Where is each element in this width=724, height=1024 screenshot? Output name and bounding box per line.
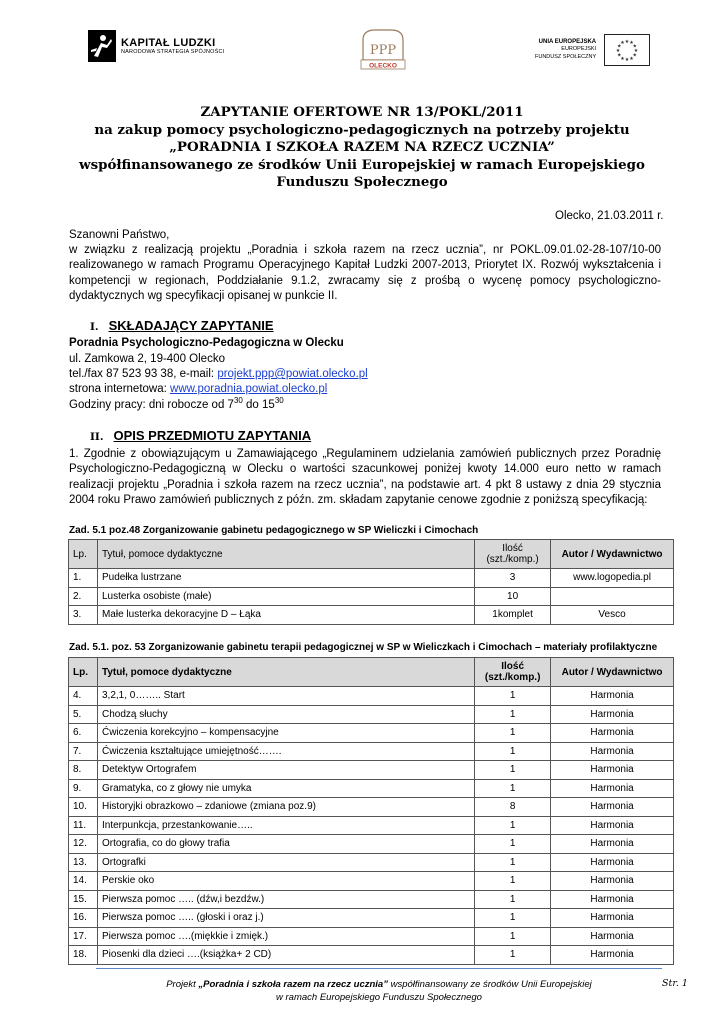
cell-qty: 1 — [475, 816, 551, 835]
cell-qty: 1 — [475, 927, 551, 946]
cell-author: Harmonia — [551, 724, 674, 743]
table-2-row — [69, 724, 674, 743]
website-label: strona internetowa: — [69, 383, 171, 395]
eu-star-icon: ★ — [620, 40, 625, 47]
page-number: Str. 1 — [662, 978, 688, 989]
cell-title: Ćwiczenia kształtujące umiejętność……. — [97, 742, 474, 761]
cell-title: Ćwiczenia korekcyjno – kompensacyjne — [97, 724, 474, 743]
cell-title: Ortografki — [97, 853, 474, 872]
cell-qty: 1 — [475, 872, 551, 891]
cell-qty: 1 — [475, 705, 551, 724]
ppp-letters: PPP — [369, 43, 397, 58]
cell-lp: 3. — [69, 606, 98, 625]
cell-lp: 4. — [69, 687, 98, 706]
eu-line2: EUROPEJSKI — [561, 46, 597, 53]
table-2-row — [69, 946, 674, 965]
ppp-city: OLECKO — [369, 62, 397, 70]
section-2-heading — [90, 428, 311, 443]
table-2-row — [69, 909, 674, 928]
eu-flag-icon — [604, 34, 650, 66]
greeting: Szanowni Państwo, — [69, 229, 170, 241]
header-title: Tytuł, pomoce dydaktyczne — [97, 540, 474, 569]
cell-title: Ortografia, co do głowy trafia — [97, 835, 474, 854]
cell-title: Lusterka osobiste (małe) — [97, 587, 474, 606]
eu-star-icon: ★ — [633, 48, 639, 54]
header-qty: Ilość (szt./komp.) — [475, 658, 551, 687]
eu-star-icon: ★ — [629, 40, 634, 47]
hours-to-sup: 30 — [274, 396, 284, 406]
eu-line1: UNIA EUROPEJSKA — [538, 38, 597, 45]
document-title — [40, 104, 684, 192]
cell-qty: 1 — [475, 761, 551, 780]
table-1-header-row — [69, 540, 674, 569]
section-2-number: II. — [90, 431, 104, 443]
contact-label: tel./fax 87 523 93 38, e-mail: — [69, 368, 218, 380]
cell-author: Harmonia — [551, 872, 674, 891]
cell-lp: 8. — [69, 761, 98, 780]
table-1 — [68, 539, 674, 625]
eu-star-icon: ★ — [624, 57, 630, 63]
title-line-2: na zakup pomocy psychologiczno-pedagogicznych na potrzeby projektu — [94, 121, 630, 138]
eu-logo — [535, 34, 650, 66]
table-2-row — [69, 687, 674, 706]
cell-title: Małe lusterka dekoracyjne D – Łąka — [97, 606, 474, 625]
table-2 — [68, 657, 674, 965]
cell-lp: 12. — [69, 835, 98, 854]
cell-lp: 18. — [69, 946, 98, 965]
table-2-caption: Zad. 5.1. poz. 53 Zorganizowanie gabinetu terapii pedagogicznej w SP w Wieliczkach i Cimochach – materiały profilaktyczne — [69, 642, 658, 653]
table-1-row — [69, 569, 674, 588]
cell-author: Harmonia — [551, 705, 674, 724]
cell-qty: 8 — [475, 798, 551, 817]
cell-title: Chodzą słuchy — [97, 705, 474, 724]
cell-author: Harmonia — [551, 798, 674, 817]
cell-qty: 1 — [475, 890, 551, 909]
table-2-row — [69, 742, 674, 761]
header-lp: Lp. — [69, 658, 98, 687]
cell-lp: 7. — [69, 742, 98, 761]
table-2-row — [69, 927, 674, 946]
cell-qty: 1 — [475, 909, 551, 928]
table-1-row — [69, 606, 674, 625]
ppp-olecko-logo — [357, 26, 409, 72]
cell-author — [551, 587, 674, 606]
cell-lp: 16. — [69, 909, 98, 928]
cell-qty: 10 — [475, 587, 551, 606]
section-1-heading — [90, 318, 274, 333]
cell-title: Interpunkcja, przestankowanie….. — [97, 816, 474, 835]
cell-qty: 1 — [475, 946, 551, 965]
cell-lp: 13. — [69, 853, 98, 872]
cell-author: Harmonia — [551, 890, 674, 909]
cell-lp: 17. — [69, 927, 98, 946]
hours-from-sup: 30 — [233, 396, 243, 406]
cell-title: Piosenki dla dzieci ….(książka+ 2 CD) — [97, 946, 474, 965]
cell-author: Harmonia — [551, 779, 674, 798]
cell-lp: 2. — [69, 587, 98, 606]
hours-mid: do 15 — [242, 399, 275, 411]
table-2-row — [69, 705, 674, 724]
cell-author: Vesco — [551, 606, 674, 625]
cell-author: www.logopedia.pl — [551, 569, 674, 588]
header-title: Tytuł, pomoce dydaktyczne — [97, 658, 474, 687]
header-author: Autor / Wydawnictwo — [551, 540, 674, 569]
cell-lp: 11. — [69, 816, 98, 835]
hours-prefix: Godziny pracy: dni robocze od 7 — [69, 399, 234, 411]
footer-prefix: Projekt — [166, 979, 199, 990]
cell-author: Harmonia — [551, 835, 674, 854]
intro-paragraph: w związku z realizacją projektu „Poradnia i szkoła razem na rzecz ucznia”, nr POKL.09.01.02-28-107/10-00 realizowanego w ramach Programu Operacyjnego Kapitał Ludzki 2007-2013, Priorytet IX. Rozwój wykształcenia i kompetencji w regionach, Poddziałanie 9.1.2, zwracamy się z prośbą o wycenę pomocy psychologiczno-dydaktycznych wg specyfikacji opisanej w punkcie II. — [69, 244, 661, 302]
kapital-ludzki-title: KAPITAŁ LUDZKI — [121, 37, 216, 49]
table-2-row — [69, 798, 674, 817]
cell-author: Harmonia — [551, 927, 674, 946]
office-hours — [69, 398, 661, 413]
section-2-text: 1. Zgodnie z obowiązującym u Zamawiającego „Regulaminem udzielania zamówień publicznych przez Poradnię Psychologiczno-Pedagogiczną w Olecku o wartości szacunkowej poniżej kwoty 14.000 euro netto w ramach realizacji projektu „Poradnia i szkoła razem na rzecz ucznia”, na podstawie art. 4 pkt 8 ustawy z dnia 29 stycznia 2004 roku Prawo zamówień publicznych z późn. zm. składam zapytanie cenowe zgodnie z poniższą specyfikacją: — [69, 448, 661, 506]
cell-author: Harmonia — [551, 742, 674, 761]
cell-author: Harmonia — [551, 816, 674, 835]
eu-star-icon: ★ — [632, 43, 638, 50]
cell-author: Harmonia — [551, 853, 674, 872]
table-2-row — [69, 779, 674, 798]
cell-title: Pierwsza pomoc ….(miękkie i zmięk.) — [97, 927, 474, 946]
title-line-3: „PORADNIA I SZKOŁA RAZEM NA RZECZ UCZNIA” — [169, 139, 555, 156]
cell-title: Perskie oko — [97, 872, 474, 891]
title-line-4: współfinansowanego ze środków Unii Europejskiej w ramach Europejskiego — [79, 156, 645, 173]
title-line-1: ZAPYTANIE OFERTOWE NR 13/POKL/2011 — [200, 104, 524, 120]
email-link[interactable]: projekt.ppp@powiat.olecko.pl — [217, 368, 368, 380]
header-qty: Ilość (szt./komp.) — [475, 540, 551, 569]
table-2-header-row — [69, 658, 674, 687]
section-1-number: I. — [90, 321, 99, 333]
org-name: Poradnia Psychologiczno-Pedagogiczna w Olecku — [69, 337, 344, 349]
header — [0, 20, 724, 80]
cell-qty: 1 — [475, 835, 551, 854]
table-2-row — [69, 816, 674, 835]
cell-lp: 9. — [69, 779, 98, 798]
eu-star-icon: ★ — [624, 39, 630, 45]
cell-author: Harmonia — [551, 946, 674, 965]
eu-line3: FUNDUSZ SPOŁECZNY — [535, 53, 597, 60]
footer-line-2: w ramach Europejskiego Funduszu Społecznego — [276, 992, 482, 1003]
cell-title: Pudełka lustrzane — [97, 569, 474, 588]
cell-qty: 1 — [475, 687, 551, 706]
table-2-row — [69, 890, 674, 909]
cell-lp: 6. — [69, 724, 98, 743]
cell-author: Harmonia — [551, 909, 674, 928]
eu-star-icon: ★ — [615, 48, 621, 54]
table-2-row — [69, 853, 674, 872]
eu-star-icon: ★ — [629, 55, 634, 62]
cell-title: Pierwsza pomoc ….. (głoski i oraz j.) — [97, 909, 474, 928]
section-2-title: OPIS PRZEDMIOTU ZAPYTANIA — [113, 428, 312, 443]
cell-title: 3,2,1, 0…….. Start — [97, 687, 474, 706]
cell-author: Harmonia — [551, 761, 674, 780]
header-author: Autor / Wydawnictwo — [551, 658, 674, 687]
footer-project-name: „Poradnia i szkoła razem na rzecz ucznia” — [198, 979, 388, 990]
eu-star-icon: ★ — [617, 43, 622, 50]
cell-lp: 5. — [69, 705, 98, 724]
org-website — [69, 382, 661, 397]
section-1-title: SKŁADAJĄCY ZAPYTANIE — [108, 318, 274, 333]
cell-qty: 1komplet — [475, 606, 551, 625]
cell-title: Pierwsza pomoc ….. (dźw,i bezdźw.) — [97, 890, 474, 909]
cell-lp: 15. — [69, 890, 98, 909]
cell-qty: 1 — [475, 853, 551, 872]
header-lp: Lp. — [69, 540, 98, 569]
document-date: Olecko, 21.03.2011 r. — [555, 210, 664, 222]
footer-divider — [96, 968, 662, 969]
website-link[interactable]: www.poradnia.powiat.olecko.pl — [170, 383, 328, 395]
org-contact — [69, 367, 661, 382]
kapital-ludzki-emblem-icon — [88, 30, 116, 62]
table-2-row — [69, 835, 674, 854]
org-address: ul. Zamkowa 2, 19-400 Olecko — [69, 353, 225, 365]
cell-lp: 1. — [69, 569, 98, 588]
footer-text — [96, 978, 662, 1004]
eu-star-icon: ★ — [620, 55, 625, 62]
table-2-row — [69, 872, 674, 891]
footer-suffix: współfinansowany ze środków Unii Europejskiej — [387, 979, 592, 990]
cell-qty: 1 — [475, 779, 551, 798]
title-line-5: Funduszu Społecznego — [276, 174, 448, 191]
cell-title: Detektyw Ortografem — [97, 761, 474, 780]
kapital-ludzki-logo — [88, 30, 224, 62]
cell-lp: 10. — [69, 798, 98, 817]
cell-title: Gramatyka, co z głowy nie umyka — [97, 779, 474, 798]
kapital-ludzki-subtitle: NARODOWA STRATEGIA SPÓJNOŚCI — [121, 49, 225, 55]
cell-lp: 14. — [69, 872, 98, 891]
cell-qty: 1 — [475, 742, 551, 761]
eu-star-icon: ★ — [617, 52, 622, 59]
table-1-row — [69, 587, 674, 606]
table-1-caption: Zad. 5.1 poz.48 Zorganizowanie gabinetu pedagogicznego w SP Wieliczki i Cimochach — [69, 525, 479, 536]
cell-title: Historyjki obrazkowo – zdaniowe (zmiana poz.9) — [97, 798, 474, 817]
eu-star-icon: ★ — [632, 52, 638, 59]
table-2-row — [69, 761, 674, 780]
cell-qty: 3 — [475, 569, 551, 588]
cell-author: Harmonia — [551, 687, 674, 706]
cell-qty: 1 — [475, 724, 551, 743]
